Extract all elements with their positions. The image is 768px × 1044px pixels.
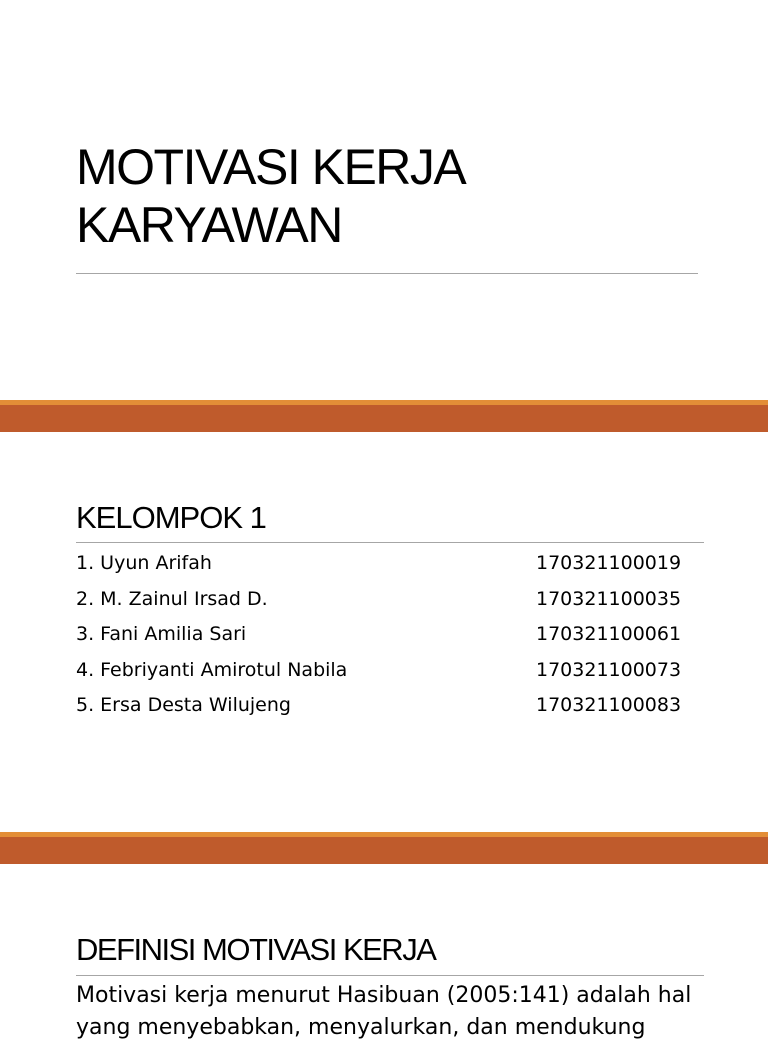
member-name: 5. Ersa Desta Wilujeng xyxy=(76,694,291,716)
title-underline xyxy=(76,273,698,274)
definition-paragraph: Motivasi kerja menurut Hasibuan (2005:141) adalah hal yang menyebabkan, menyalurkan, dan mendukung xyxy=(76,983,692,1040)
list-item xyxy=(76,655,696,691)
members-slide xyxy=(0,432,768,832)
presentation-title xyxy=(76,138,465,254)
member-id: 170321100019 xyxy=(536,552,682,574)
list-item xyxy=(76,690,696,726)
member-name: 4. Febriyanti Amirotul Nabila xyxy=(76,658,348,681)
slide-divider xyxy=(0,400,768,432)
member-id: 170321100073 xyxy=(536,658,682,681)
definition-slide xyxy=(0,864,768,1040)
member-name: 2. M. Zainul Irsad D. xyxy=(76,587,268,610)
member-name: 3. Fani Amilia Sari xyxy=(76,623,247,645)
member-id: 170321100083 xyxy=(536,694,682,716)
member-name: 1. Uyun Arifah xyxy=(76,552,212,574)
list-item xyxy=(76,619,696,655)
title-line-1: MOTIVASI KERJA xyxy=(76,139,466,195)
member-id: 170321100035 xyxy=(536,587,682,610)
member-id: 170321100061 xyxy=(536,623,682,645)
list-item xyxy=(76,584,696,620)
group-heading: KELOMPOK 1 xyxy=(76,500,266,535)
heading-underline xyxy=(76,975,704,976)
slide-divider xyxy=(0,832,768,864)
title-line-2: KARYAWAN xyxy=(76,197,342,253)
list-item xyxy=(76,548,696,584)
member-list xyxy=(76,548,696,726)
title-slide xyxy=(0,0,768,400)
heading-underline xyxy=(76,542,704,543)
definition-heading: DEFINISI MOTIVASI KERJA xyxy=(76,932,436,967)
